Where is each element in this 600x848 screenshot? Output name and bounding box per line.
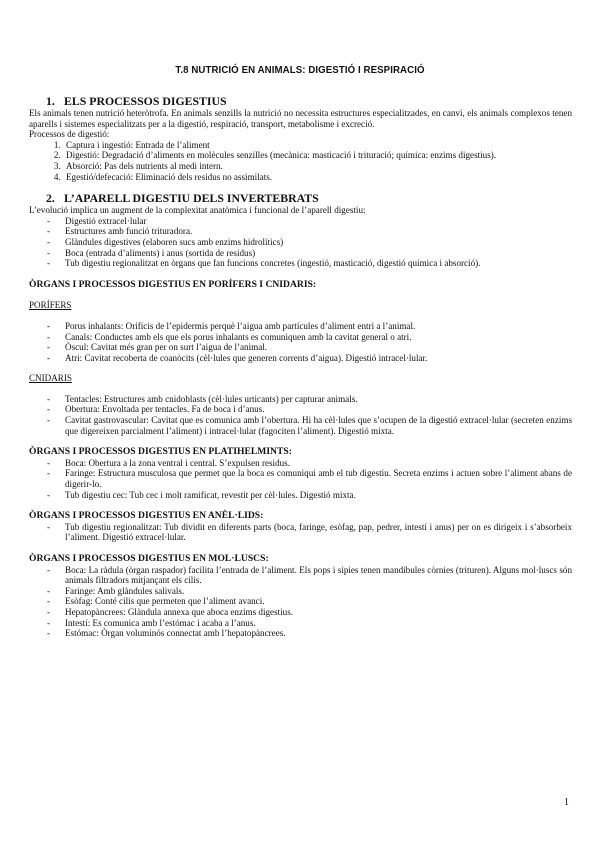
processes-list — [29, 140, 572, 182]
list-item: - Tentacles: Estructures amb cnidoblasts (cèl·lules urticants) per capturar animals. — [29, 394, 572, 405]
section-2-number: 2. — [46, 191, 55, 206]
list-item: - Porus inhalants: Orificis de l’epidermis perquè l’aigua amb partícules d’aliment entri a l’animal. — [29, 321, 572, 332]
cnidaris-subheading: CNIDARIS — [29, 373, 72, 384]
list-item: - Cavitat gastrovascular: Cavitat que es comunica amb l’obertura. Hi ha cèl·lules que s’ocupen de la digestió extracel·lular (secreten enzims que digereixen parcialment l’aliment) i intracel·lular (fagociten l’aliment). Digestió mixta. — [29, 415, 572, 436]
list-item: - Tub digestiu regionalitzat: Tub dividit en diferents parts (boca, faringe, esòfag, pap, pedrer, intestí i anus) per on es dirigeix i s’absorbeix l’aliment. Digestió extracel·lular. — [29, 522, 572, 543]
list-item: - Digestió extracel·lular — [29, 216, 572, 227]
list-item: - Tub digestiu regionalitzat en òrgans que fan funcions concretes (ingestió, masticació, digestió química i absorció). — [29, 258, 572, 269]
list-item: 3. Absorció: Pas dels nutrients al medi intern. — [63, 161, 572, 172]
list-item: - Faringe: Estructura musculosa que permet que la boca es comuniqui amb el tub digestiu. Secreta enzims i actuen sobre l’aliment abans de digerir-lo. — [29, 468, 572, 489]
section-1-title: ELS PROCESSOS DIGESTIUS — [64, 94, 227, 108]
list-item: - Esòfag: Conté cilis que permeten que l’aliment avanci. — [29, 596, 572, 607]
list-item: - Canals: Conductes amb els que els porus inhalants es comuniquen amb la cavitat general o atri. — [29, 332, 572, 343]
section-1-number: 1. — [46, 94, 55, 108]
anelids-list — [29, 522, 572, 543]
molluscs-list — [29, 565, 572, 639]
platihelmints-list — [29, 458, 572, 500]
document-body — [29, 95, 572, 639]
list-item: - Hepatopàncrees: Glàndula annexa que aboca enzims digestius. — [29, 607, 572, 618]
list-item: - Òscul: Cavitat més gran per on surt l’aigua de l’animal. — [29, 342, 572, 353]
invertebrate-features-list — [29, 216, 572, 269]
document-title: T.8 NUTRICIÓ EN ANIMALS: DIGESTIÓ I RESPIRACIÓ — [175, 64, 425, 76]
section-2-heading — [29, 192, 572, 205]
molluscs-heading: ÒRGANS I PROCESSOS DIGESTIUS EN MOL·LUSCS: — [29, 553, 269, 564]
list-item: - Estómac: Òrgan voluminós connectat amb l’hepatopàncrees. — [29, 628, 572, 639]
cnidaris-list — [29, 394, 572, 436]
section-1-intro: Els animals tenen nutrició heteròtrofa. En animals senzills la nutrició no necessita estructures especialitzades, en canvi, els animals complexos tenen aparells i sistemes especialitzats per a la digestió, respiració, transport, metabolisme i excreció. — [29, 108, 572, 129]
list-item: 2. Digestió: Degradació d’aliments en molècules senzilles (mecànica: masticació i trituració; química: enzims digestius). — [63, 150, 572, 161]
list-item: - Tub digestiu cec: Tub cec i molt ramificat, revestit per cèl·lules. Digestió mixta. — [29, 490, 572, 501]
list-item: - Boca: Obertura a la zona ventral i central. S’expulsen residus. — [29, 458, 572, 469]
list-item: - Intestí: Es comunica amb l’estómac i acaba a l’anus. — [29, 618, 572, 629]
list-item: - Boca: La ràdula (òrgan raspador) facilita l’entrada de l’aliment. Els pops i sípies tenen mandíbules còrnies (trituren). Alguns mol·luscs són animals filtradors mitjançant els cilis. — [29, 565, 572, 586]
page-number: 1 — [564, 797, 569, 808]
list-item: - Obertura: Envoltada per tentacles. Fa de boca i d’anus. — [29, 404, 572, 415]
section-1-heading — [29, 95, 572, 108]
list-item: 4. Egestió/defecació: Eliminació dels residus no assimilats. — [63, 172, 572, 183]
list-item: - Estructures amb funció trituradora. — [29, 226, 572, 237]
anelids-heading: ÒRGANS I PROCESSOS DIGESTIUS EN ANÈL·LIDS: — [29, 510, 264, 522]
processes-label: Processos de digestió: — [29, 129, 110, 140]
section-2-title: L’APARELL DIGESTIU DELS INVERTEBRATS — [64, 191, 319, 206]
list-item: - Atri: Cavitat recoberta de coanòcits (cèl·lules que generen corrents d’aigua). Digestió intracel·lular. — [29, 353, 572, 364]
section-2-intro: L’evolució implica un augment de la complexitat anatòmica i funcional de l’aparell digestiu: — [29, 205, 366, 216]
list-item: 1. Captura i ingestió: Entrada de l’aliment — [63, 140, 572, 151]
porifers-subheading: PORÍFERS — [29, 300, 72, 311]
list-item: - Glàndules digestives (elaboren sucs amb enzims hidrolítics) — [29, 237, 572, 248]
list-item: - Boca (entrada d’aliments) i anus (sortida de residus) — [29, 248, 572, 259]
porifers-list — [29, 321, 572, 363]
porifers-cnidaris-heading: ÒRGANS I PROCESSOS DIGESTIUS EN PORÍFERS I CNIDARIS: — [29, 278, 317, 290]
list-item: - Faringe: Amb glàndules salivals. — [29, 586, 572, 597]
platihelmints-heading: ÒRGANS I PROCESSOS DIGESTIUS EN PLATIHELMINTS: — [29, 446, 292, 458]
